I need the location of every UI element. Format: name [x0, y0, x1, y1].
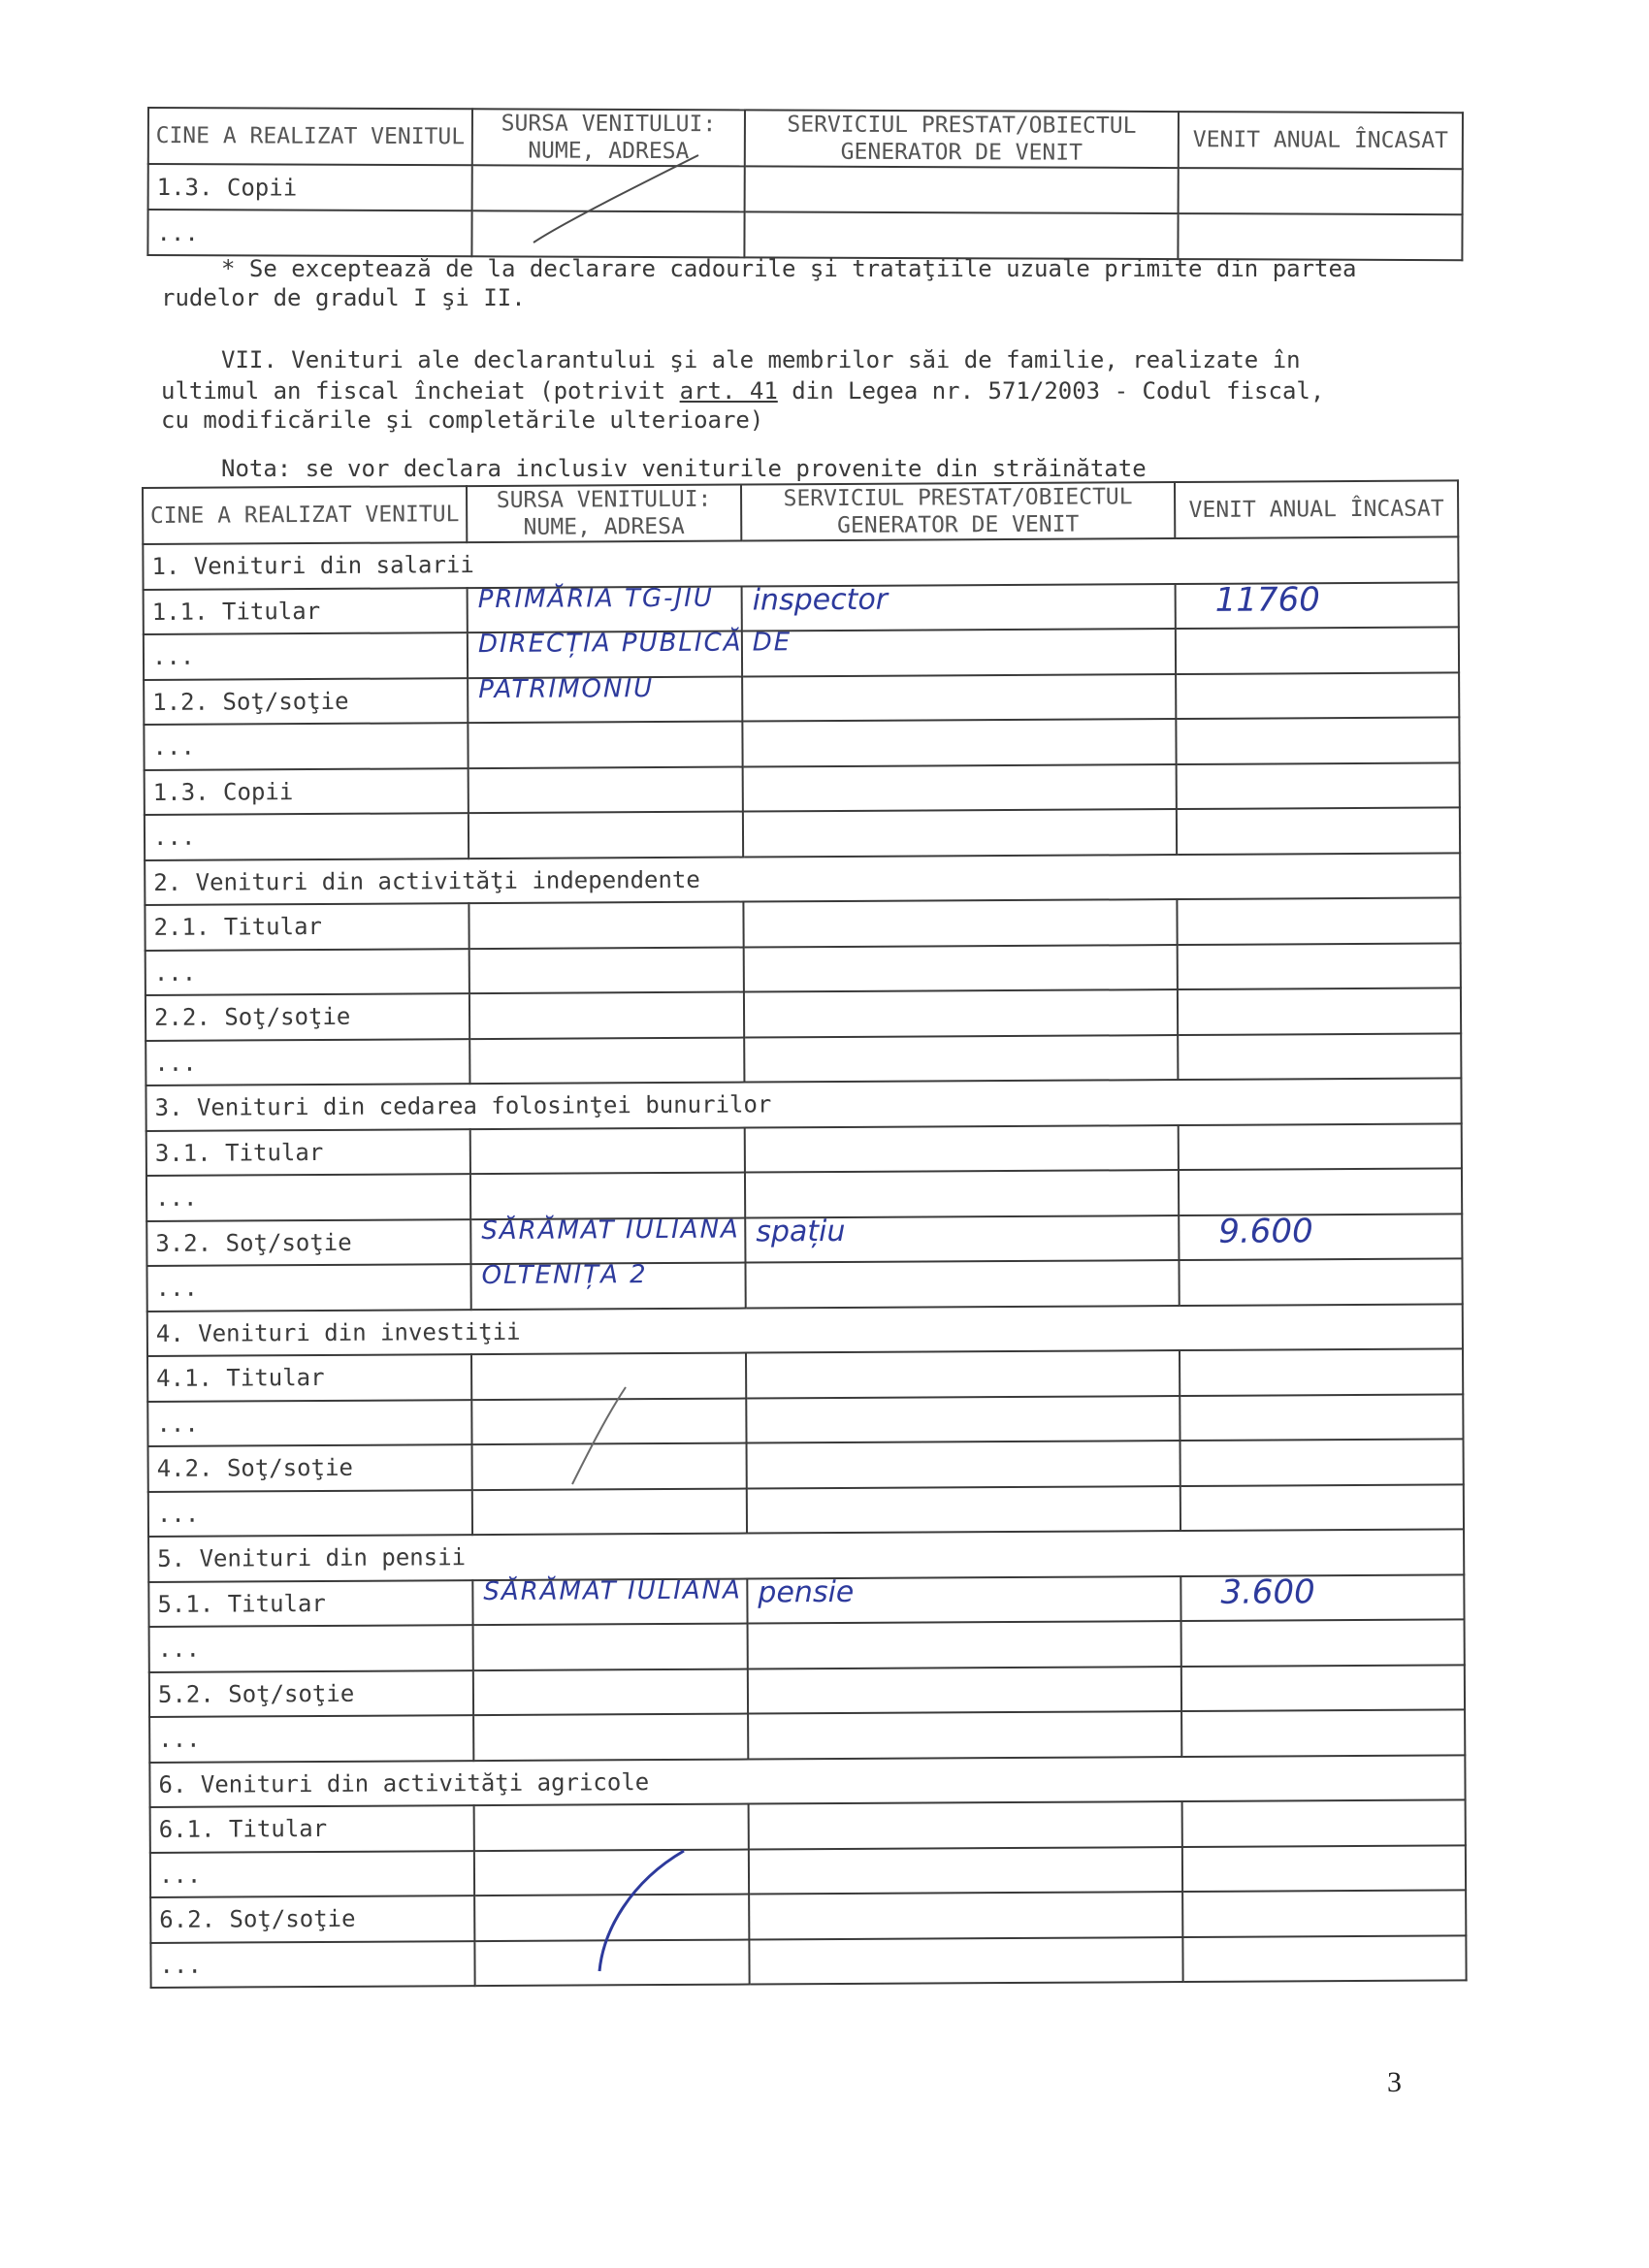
law-article-link[interactable]: art. 41 — [679, 377, 778, 405]
table-row — [150, 1845, 1466, 1897]
table-row — [146, 1214, 1462, 1266]
handwritten-amount: 11760 — [1214, 579, 1320, 620]
section-row — [146, 1078, 1461, 1130]
table-row — [150, 1935, 1466, 1988]
table-row — [149, 1619, 1465, 1671]
row-who: 2.2. Soţ/soţie — [146, 993, 469, 1040]
table-header-row — [148, 108, 1463, 169]
table-row — [148, 1574, 1464, 1627]
row-who: 4.1. Titular — [147, 1354, 471, 1401]
handwritten-amount: 9.600 — [1218, 1211, 1313, 1251]
header-who: CINE A REALIZAT VENITUL — [143, 486, 467, 544]
table-row — [145, 807, 1460, 859]
table-row — [149, 1665, 1465, 1717]
header-service: SERVICIUL PRESTAT/OBIECTUL GENERATOR DE VENIT — [741, 482, 1175, 540]
header-service: SERVICIUL PRESTAT/OBIECTUL GENERATOR DE VENIT — [745, 110, 1179, 168]
table-row — [148, 1439, 1464, 1491]
section-vii-title: VII. Venituri ale declarantului şi ale membrilor săi de familie, realizate în — [221, 346, 1301, 373]
strike-mark-icon — [582, 1843, 698, 1979]
row-who: 1.1. Titular — [144, 588, 468, 634]
table-row — [147, 1394, 1463, 1446]
handwritten-source: SĂRĂMAT IULIANA — [481, 1215, 740, 1246]
row-who: 5.1. Titular — [148, 1580, 472, 1627]
table-row — [145, 762, 1460, 815]
row-who: ... — [144, 632, 468, 679]
table-row — [150, 1890, 1466, 1942]
handwritten-service: inspector — [752, 582, 889, 617]
table-row — [146, 943, 1461, 995]
table-row — [148, 1484, 1464, 1537]
row-who: ... — [148, 1490, 472, 1537]
table-row — [146, 988, 1461, 1040]
section-label: 6. Venituri din activităţi agricole — [149, 1755, 1465, 1807]
table-row — [146, 1123, 1462, 1176]
row-who: 4.2. Soţ/soţie — [148, 1444, 472, 1491]
section-label: 1. Venituri din salarii — [143, 536, 1458, 589]
header-source: SURSA VENITULUI: NUME, ADRESA — [467, 485, 741, 543]
section-label: 3. Venituri din cedarea folosinţei bunurilor — [146, 1078, 1461, 1130]
row-who: ... — [149, 1625, 473, 1671]
row-who: ... — [146, 949, 469, 995]
table-row — [144, 582, 1459, 634]
section-row — [147, 1304, 1463, 1356]
handwritten-source: PRIMĂRIA TG-JIU — [477, 583, 714, 614]
row-who: 6.1. Titular — [150, 1805, 474, 1852]
strike-mark-icon — [524, 146, 718, 252]
row-who: 3.1. Titular — [146, 1129, 470, 1176]
handwritten-service: pensie — [758, 1574, 855, 1609]
handwritten-source: OLTENIȚA 2 — [481, 1260, 648, 1291]
row-who: ... — [146, 1174, 470, 1220]
header-who: CINE A REALIZAT VENITUL — [148, 108, 472, 165]
footnote-line-2: rudelor de gradul I şi II. — [161, 284, 526, 311]
row-who: 2.1. Titular — [145, 903, 469, 950]
table-row — [145, 897, 1460, 950]
table-row — [144, 627, 1459, 679]
header-source: SURSA VENITULUI: NUME, ADRESA — [472, 109, 745, 166]
section-vii-line-2: ultimul an fiscal încheiat (potrivit art. 41 din Legea nr. 571/2003 - Codul fiscal, — [161, 377, 1325, 405]
page-number: 3 — [1387, 2066, 1402, 2098]
table-row — [146, 1258, 1462, 1311]
table-row — [144, 717, 1459, 769]
nota-text: Nota: se vor declara inclusiv veniturile provenite din străinătate — [221, 455, 1147, 482]
section-label: 5. Venituri din pensii — [148, 1529, 1464, 1581]
row-who: ... — [146, 1264, 470, 1311]
handwritten-source: SĂRĂMAT IULIANA — [483, 1575, 742, 1606]
row-who: 1.3. Copii — [145, 768, 469, 815]
table-row — [146, 1033, 1461, 1085]
footnote-line-1: * Se exceptează de la declarare cadourile şi trataţiile uzuale primite din partea — [221, 255, 1357, 282]
handwritten-service: spațiu — [756, 1214, 846, 1248]
section-row — [145, 853, 1460, 905]
income-table — [142, 479, 1468, 1989]
row-who: ... — [147, 210, 471, 256]
row-who: 6.2. Soţ/soţie — [150, 1895, 474, 1942]
row-who: 5.2. Soţ/soţie — [149, 1670, 473, 1717]
handwritten-source: PATRIMONIU — [478, 673, 655, 704]
section-row — [149, 1755, 1465, 1807]
section-vii-line-3: cu modificările şi completările ulterioare) — [161, 406, 764, 434]
strike-mark-icon — [563, 1377, 640, 1494]
row-who: ... — [147, 1400, 471, 1446]
header-amount: VENIT ANUAL ÎNCASAT — [1179, 112, 1463, 169]
row-who: ... — [145, 813, 469, 859]
row-who: 3.2. Soţ/soţie — [146, 1219, 470, 1266]
table-row — [149, 1709, 1465, 1762]
section-label: 2. Venituri din activităţi independente — [145, 853, 1460, 905]
row-who: ... — [149, 1715, 473, 1762]
table-row — [144, 672, 1459, 725]
row-who: ... — [144, 723, 468, 769]
table-row — [150, 1799, 1466, 1852]
table-row — [148, 164, 1463, 214]
row-who: ... — [150, 1851, 474, 1897]
handwritten-amount: 3.600 — [1220, 1571, 1315, 1612]
income-rows — [143, 536, 1466, 1988]
table-row — [147, 1348, 1463, 1401]
row-who: 1.3. Copii — [148, 164, 472, 211]
handwritten-source: DIRECȚIA PUBLICĂ DE — [477, 628, 792, 660]
row-who: ... — [146, 1039, 469, 1085]
row-who: 1.2. Soţ/soţie — [144, 678, 468, 725]
row-who: ... — [150, 1941, 474, 1988]
income-table-continued — [146, 107, 1464, 261]
table-row — [147, 210, 1462, 260]
section-label: 4. Venituri din investiţii — [147, 1304, 1463, 1356]
table-header-row — [143, 480, 1458, 544]
header-amount: VENIT ANUAL ÎNCASAT — [1175, 480, 1458, 538]
